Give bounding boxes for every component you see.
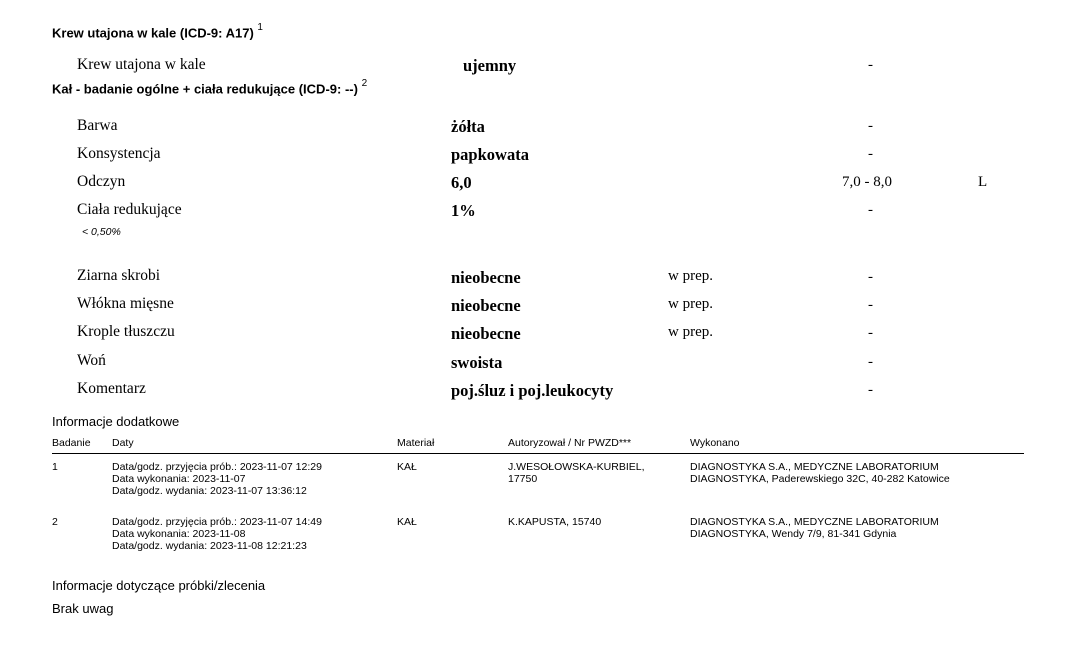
section-title-stool-general: Kał - badanie ogólne + ciała redukujące (ICD-9: --) $^2$ xyxy=(52,78,368,97)
cell-wykonano: DIAGNOSTYKA S.A., MEDYCZNE LABORATORIUM DIAGNOSTYKA, Wendy 7/9, 81-341 Gdynia xyxy=(690,516,939,540)
cell-daty: Data/godz. przyjęcia prób.: 2023-11-07 14:49 Data wykonania: 2023-11-08 Data/godz. wydania: 2023-11-08 12:21:23 xyxy=(112,516,322,552)
result-value: swoista xyxy=(451,353,503,372)
result-label: Komentarz xyxy=(77,380,146,397)
cell-daty: Data/godz. przyjęcia prób.: 2023-11-07 12:29 Data wykonania: 2023-11-07 Data/godz. wydania: 2023-11-07 13:36:12 xyxy=(112,461,322,497)
additional-info-title: Informacje dodatkowe xyxy=(52,414,180,429)
result-unit: w prep. xyxy=(668,324,713,340)
reference-range: - xyxy=(868,57,873,73)
result-label: Barwa xyxy=(77,117,118,134)
result-label: Krew utajona w kale xyxy=(77,56,206,73)
reference-range: - xyxy=(868,382,873,398)
sample-info-title: Informacje dotyczące próbki/zlecenia xyxy=(52,578,266,593)
cell-badanie: 2 xyxy=(52,516,58,528)
cell-autoryzowal: K.KAPUSTA, 15740 xyxy=(508,516,602,528)
result-label: Ziarna skrobi xyxy=(77,267,161,284)
reference-range: - xyxy=(868,325,873,341)
result-value: nieobecne xyxy=(451,268,521,287)
result-label: Włókna mięsne xyxy=(77,295,174,312)
result-note: < 0,50% xyxy=(82,226,121,238)
result-value: nieobecne xyxy=(451,324,521,343)
result-value: poj.śluz i poj.leukocyty xyxy=(451,381,614,400)
result-value: ujemny xyxy=(463,56,517,75)
section-title-occult-blood: Krew utajona w kale (ICD-9: A17) $^1$ xyxy=(52,22,263,41)
result-value: żółta xyxy=(451,117,485,136)
column-header-badanie: Badanie xyxy=(52,437,91,449)
header-divider xyxy=(52,453,1024,454)
cell-material: KAŁ xyxy=(397,461,417,473)
result-value: 6,0 xyxy=(451,173,472,192)
result-value: 1% xyxy=(451,201,476,220)
result-label: Odczyn xyxy=(77,173,126,190)
reference-range: - xyxy=(868,202,873,218)
reference-range: - xyxy=(868,354,873,370)
result-label: Ciała redukujące xyxy=(77,201,182,218)
cell-material: KAŁ xyxy=(397,516,417,528)
result-value: nieobecne xyxy=(451,296,521,315)
result-label: Konsystencja xyxy=(77,145,161,162)
reference-range: - xyxy=(868,269,873,285)
reference-range: - xyxy=(868,146,873,162)
reference-range: 7,0 - 8,0 xyxy=(842,174,892,190)
result-unit: w prep. xyxy=(668,296,713,312)
result-unit: w prep. xyxy=(668,268,713,284)
cell-badanie: 1 xyxy=(52,461,58,473)
column-header-autoryzowal: Autoryzował / Nr PWZD*** xyxy=(508,437,632,449)
cell-wykonano: DIAGNOSTYKA S.A., MEDYCZNE LABORATORIUM DIAGNOSTYKA, Paderewskiego 32C, 40-282 Katowice xyxy=(690,461,950,485)
column-header-daty: Daty xyxy=(112,437,134,449)
column-header-wykonano: Wykonano xyxy=(690,437,740,449)
column-header-material: Materiał xyxy=(397,437,435,449)
result-label: Woń xyxy=(77,352,106,369)
footnote-marker: 2 xyxy=(361,78,368,89)
sample-info-text: Brak uwag xyxy=(52,601,114,616)
cell-autoryzowal: J.WESOŁOWSKA-KURBIEL, 17750 xyxy=(508,461,645,485)
reference-range: - xyxy=(868,118,873,134)
result-value: papkowata xyxy=(451,145,529,164)
footnote-marker: 1 xyxy=(257,22,263,33)
result-label: Krople tłuszczu xyxy=(77,323,175,340)
abnormal-flag: L xyxy=(978,174,988,190)
reference-range: - xyxy=(868,297,873,313)
